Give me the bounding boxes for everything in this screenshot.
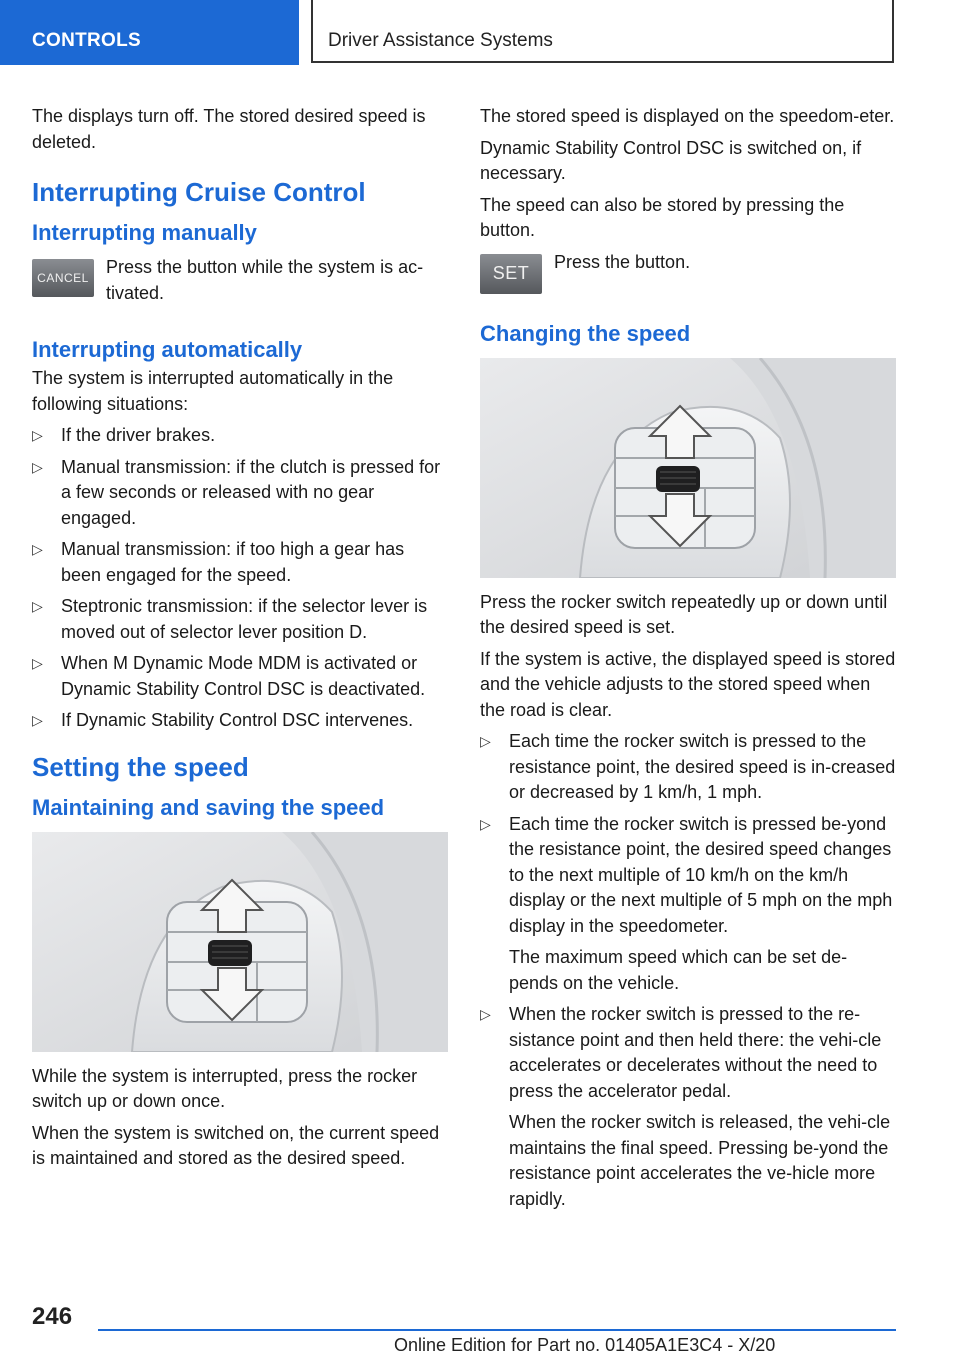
right-text-2: Dynamic Stability Control DSC is switched on, if necessary. [480, 137, 862, 183]
page-number: 246 [32, 1303, 73, 1330]
triangle-bullet-icon: ▷ [32, 541, 43, 557]
chapter-header [311, 0, 894, 63]
right-after-photo-2: If the system is active, the displayed speed is stored and the vehicle adjusts to the stored speed when the road is clear. [480, 648, 896, 720]
right-column [480, 104, 896, 1218]
triangle-bullet-icon: ▷ [32, 458, 43, 475]
speed-change-list [480, 729, 896, 1212]
right-text-1: The stored speed is displayed on the speedom‐eter. [480, 106, 895, 126]
after-photo-text-1: While the system is interrupted, press the rocker switch up or down once. [32, 1065, 418, 1111]
set-instruction [480, 250, 896, 294]
right-after-photo-1: Press the rocker switch repeatedly up or down until the desired speed is set. [480, 591, 888, 637]
list-item: ▷ When the rocker switch is pressed to the re‐sistance point and then held there: the vehi‐cle accelerates or decelerates without the need to press the accelerator pedal. When the rocker switch is released, the vehi‐cle maintains the final speed. Pressing be‐yond the resistance point accelerates the ve‐hicle more rapidly. [480, 1002, 896, 1212]
cancel-text: Press the button while the system is ac‐tivated. [106, 257, 424, 303]
triangle-bullet-icon: ▷ [32, 712, 43, 728]
rocker-switch-photo [32, 832, 448, 1052]
heading-changing: Changing the speed [480, 320, 691, 346]
steering-wheel-rocker-illustration [32, 832, 448, 1052]
right-text-3: The speed can also be stored by pressing the button. [480, 194, 845, 240]
list-item-note: When the rocker switch is released, the vehi‐cle maintains the final speed. Pressing be‐yond the resistance point accelerates the ve‐hicle more rapidly. [509, 1112, 891, 1209]
chapter-title: Driver Assistance Systems [328, 30, 553, 51]
heading-auto: Interrupting automatically [32, 337, 303, 362]
steering-wheel-rocker-illustration-2 [480, 358, 896, 578]
footer-rule [98, 1329, 896, 1331]
section-title: CONTROLS [32, 30, 142, 51]
set-button-label: SET [492, 263, 530, 283]
heading-interrupting: Interrupting Cruise Control [32, 177, 366, 207]
after-photo-text-2: When the system is switched on, the current speed is maintained and stored as the desired speed. [32, 1122, 440, 1168]
cancel-instruction [32, 255, 448, 306]
list-item-note: The maximum speed which can be set de‐pends on the vehicle. [509, 947, 848, 993]
intro-text: The displays turn off. The stored desired speed is deleted. [32, 106, 426, 152]
rocker-switch-photo-2 [480, 358, 896, 578]
triangle-bullet-icon: ▷ [480, 815, 491, 832]
auto-intro: The system is interrupted automatically in the following situations: [32, 368, 394, 414]
list-item: ▷ Manual transmission: if too high a gear has been engaged for the speed. [32, 539, 405, 585]
list-item: ▷ Each time the rocker switch is pressed be‐yond the resistance point, the desired speed changes to the next multiple of 10 km/h on the km/h display or the next multiple of 5 mph on the mph display in the speedometer. The maximum speed which can be set de‐pends on the vehicle. [480, 812, 896, 997]
triangle-bullet-icon: ▷ [480, 1006, 491, 1022]
edition-note: Online Edition for Part no. 01405A1E3C4 - X/20 [394, 1335, 776, 1355]
section-tab [0, 0, 299, 65]
triangle-bullet-icon: ▷ [480, 733, 491, 749]
set-button-icon [480, 254, 542, 294]
list-item: ▷ Manual transmission: if the clutch is pressed for a few seconds or released with no gear engaged. [32, 456, 441, 528]
heading-setting: Setting the speed [32, 751, 249, 782]
list-item: ▷ When M Dynamic Mode MDM is activated or Dynamic Stability Control DSC is deactivated. [32, 653, 426, 699]
triangle-bullet-icon: ▷ [32, 598, 43, 614]
heading-maintaining: Maintaining and saving the speed [32, 794, 385, 820]
cancel-button-label: CANCEL [37, 271, 89, 285]
list-item: ▷ If the driver brakes. [32, 423, 448, 449]
list-item: ▷ Each time the rocker switch is pressed to the resistance point, the desired speed is in‐creased or decreased by 1 km/h, 1 mph. [480, 731, 896, 802]
auto-list [32, 423, 448, 734]
heading-manual: Interrupting manually [32, 220, 257, 245]
triangle-bullet-icon: ▷ [32, 655, 43, 671]
cancel-button-icon [32, 259, 94, 297]
left-column [32, 104, 448, 1178]
triangle-bullet-icon: ▷ [32, 427, 43, 443]
list-item: ▷ If Dynamic Stability Control DSC intervenes. [32, 708, 448, 734]
set-text: Press the button. [554, 251, 691, 272]
list-item: ▷ Steptronic transmission: if the selector lever is moved out of selector lever position D. [32, 596, 428, 642]
